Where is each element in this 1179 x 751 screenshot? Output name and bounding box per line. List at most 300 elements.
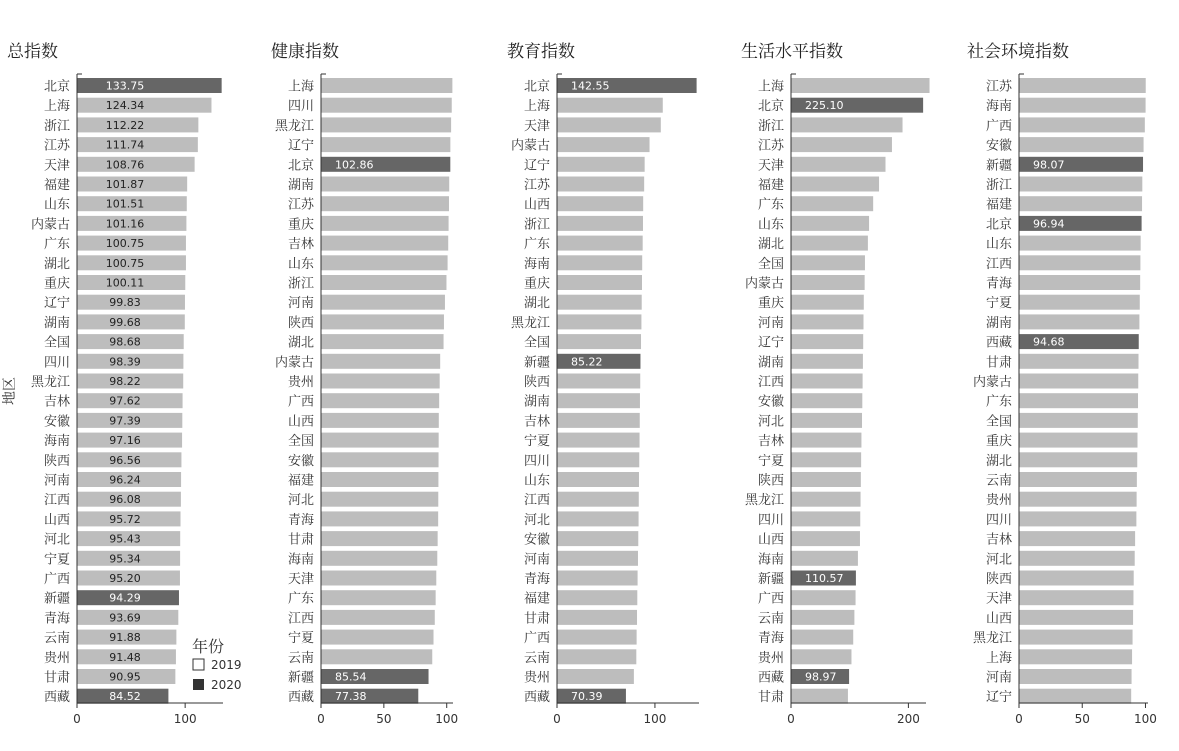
bar	[321, 137, 450, 152]
category-label: 甘肃	[287, 532, 314, 548]
bar	[791, 314, 863, 329]
bar	[321, 433, 439, 448]
category-label: 湖南	[287, 178, 314, 193]
category-label: 湖南	[523, 394, 550, 410]
category-label: 黑龙江	[972, 631, 1012, 647]
data-label: 70.39	[571, 690, 603, 704]
panel-title: 总指数	[7, 42, 58, 62]
category-label: 湖北	[757, 237, 784, 253]
category-label: 山东	[287, 256, 314, 272]
category-label: 安徽	[43, 414, 70, 430]
bar	[557, 216, 643, 231]
x-tick-label: 0	[73, 712, 81, 726]
panel-title: 生活水平指数	[741, 42, 843, 62]
data-label: 108.76	[105, 158, 145, 172]
bar	[557, 374, 640, 389]
category-label: 甘肃	[523, 611, 550, 627]
data-label: 96.56	[109, 453, 141, 467]
bar	[321, 551, 437, 566]
category-label: 江西	[523, 493, 550, 509]
category-label: 四川	[985, 512, 1012, 528]
category-label: 四川	[757, 512, 784, 528]
bar	[791, 157, 886, 172]
category-label: 辽宁	[43, 296, 70, 312]
legend-swatch-2020	[193, 679, 204, 690]
category-label: 福建	[985, 197, 1012, 213]
category-label: 江苏	[43, 138, 70, 154]
category-label: 上海	[287, 79, 314, 95]
bar	[791, 295, 864, 310]
category-label: 山东	[757, 217, 784, 233]
category-label: 全国	[287, 434, 314, 450]
category-label: 浙江	[523, 217, 550, 233]
category-label: 云南	[43, 631, 70, 647]
bar	[321, 413, 439, 428]
category-label: 天津	[43, 158, 70, 174]
data-label: 95.72	[109, 512, 141, 526]
bar	[557, 590, 637, 605]
bar	[321, 590, 436, 605]
x-tick-label: 100	[173, 712, 197, 726]
x-tick-label: 200	[896, 712, 920, 726]
bar	[557, 98, 663, 113]
category-label: 山西	[287, 414, 314, 430]
category-label: 贵州	[43, 650, 70, 666]
category-label: 西藏	[523, 690, 550, 706]
panel-title: 教育指数	[507, 42, 575, 62]
bar	[557, 295, 642, 310]
bar	[1019, 472, 1137, 487]
category-label: 青海	[757, 631, 784, 647]
category-label: 广东	[523, 237, 550, 253]
category-label: 黑龙江	[744, 493, 784, 509]
data-label: 98.07	[1033, 158, 1065, 172]
category-label: 安徽	[523, 532, 550, 548]
category-label: 北京	[757, 99, 784, 115]
category-label: 北京	[43, 79, 70, 95]
category-label: 重庆	[985, 434, 1012, 450]
category-label: 四川	[523, 453, 550, 469]
category-label: 广西	[985, 118, 1012, 134]
bar	[321, 531, 438, 546]
bar	[557, 334, 641, 349]
category-label: 四川	[287, 99, 314, 115]
category-label: 山西	[523, 197, 550, 213]
bar	[1019, 649, 1132, 664]
category-label: 江苏	[523, 178, 550, 193]
bar	[791, 78, 930, 93]
bar	[557, 236, 643, 251]
category-label: 广西	[757, 591, 784, 607]
category-label: 内蒙古	[972, 375, 1012, 390]
category-label: 四川	[43, 355, 70, 371]
category-label: 陕西	[757, 473, 784, 489]
category-label: 广东	[43, 237, 70, 253]
bar	[791, 551, 858, 566]
category-label: 山东	[43, 197, 70, 213]
category-label: 新疆	[523, 355, 550, 371]
bar	[557, 571, 638, 586]
category-label: 湖南	[43, 315, 70, 331]
data-label: 102.86	[335, 158, 374, 172]
category-label: 全国	[757, 256, 784, 272]
category-label: 河北	[757, 414, 784, 430]
category-label: 河南	[985, 670, 1012, 686]
category-label: 江西	[287, 611, 314, 627]
bar	[321, 236, 448, 251]
category-label: 山西	[43, 512, 70, 528]
category-label: 黑龙江	[30, 375, 70, 390]
category-label: 宁夏	[757, 453, 784, 469]
data-label: 225.10	[805, 99, 844, 113]
category-label: 海南	[287, 552, 314, 568]
category-label: 河北	[985, 552, 1012, 568]
bar	[791, 117, 903, 132]
category-label: 贵州	[985, 493, 1012, 509]
category-label: 辽宁	[757, 335, 784, 351]
bar	[791, 275, 865, 290]
bar	[321, 334, 444, 349]
bar	[791, 590, 856, 605]
bar	[791, 452, 861, 467]
category-label: 河南	[287, 296, 314, 312]
bar	[791, 255, 865, 270]
x-tick-label: 100	[1134, 712, 1157, 726]
panel-2	[271, 42, 458, 726]
y-axis-title: 地区	[2, 377, 18, 405]
category-label: 浙江	[43, 118, 70, 134]
bar	[1019, 78, 1146, 93]
category-label: 天津	[985, 591, 1012, 607]
category-label: 吉林	[287, 237, 314, 253]
data-label: 112.22	[105, 118, 145, 132]
category-label: 吉林	[985, 532, 1012, 548]
category-label: 安徽	[757, 394, 784, 410]
panel-1	[7, 42, 223, 726]
category-label: 北京	[287, 158, 314, 174]
legend-swatch-2019	[193, 659, 204, 670]
legend-label-2019: 2019	[211, 658, 242, 672]
panel-4	[741, 42, 930, 726]
panel-3	[507, 42, 699, 726]
x-tick-label: 100	[643, 712, 667, 726]
data-label: 100.75	[105, 237, 145, 251]
bar	[791, 236, 868, 251]
category-label: 福建	[757, 178, 784, 193]
bar	[557, 177, 644, 192]
category-label: 贵州	[523, 670, 550, 686]
bar	[791, 374, 863, 389]
category-label: 贵州	[287, 375, 314, 390]
category-label: 黑龙江	[510, 315, 550, 331]
category-label: 辽宁	[287, 138, 314, 154]
bar	[557, 314, 641, 329]
bar	[1019, 630, 1133, 645]
bar	[1019, 374, 1138, 389]
category-label: 天津	[757, 158, 784, 174]
bar	[557, 531, 638, 546]
panel-title: 社会环境指数	[967, 42, 1069, 62]
bar	[1019, 590, 1133, 605]
data-label: 90.95	[109, 670, 141, 684]
bar	[321, 393, 439, 408]
category-label: 山西	[757, 532, 784, 548]
category-label: 辽宁	[523, 158, 550, 174]
bar	[1019, 610, 1133, 625]
data-label: 94.68	[1033, 335, 1065, 349]
category-label: 重庆	[43, 276, 70, 292]
data-label: 110.57	[805, 572, 844, 585]
category-label: 陕西	[43, 453, 70, 469]
category-label: 吉林	[523, 414, 550, 430]
x-tick-label: 0	[787, 712, 795, 726]
category-label: 上海	[43, 99, 70, 115]
bar	[1019, 314, 1139, 329]
category-label: 甘肃	[757, 690, 784, 706]
bar	[557, 393, 640, 408]
category-label: 宁夏	[287, 631, 314, 647]
category-label: 重庆	[523, 276, 550, 292]
bar	[321, 295, 445, 310]
bar	[321, 275, 446, 290]
data-label: 91.88	[109, 631, 141, 645]
category-label: 西藏	[287, 690, 314, 706]
bar	[1019, 117, 1145, 132]
x-tick-label: 0	[1015, 712, 1023, 726]
category-label: 河南	[757, 315, 784, 331]
x-tick-label: 50	[1074, 712, 1090, 726]
category-label: 青海	[43, 611, 70, 627]
bar	[557, 413, 640, 428]
category-label: 天津	[523, 118, 550, 134]
category-label: 甘肃	[985, 355, 1012, 371]
bar	[791, 413, 862, 428]
bar	[321, 571, 436, 586]
category-label: 云南	[985, 473, 1012, 489]
bar	[791, 393, 862, 408]
category-label: 海南	[43, 434, 70, 450]
bar	[321, 374, 440, 389]
data-label: 94.29	[109, 591, 141, 605]
category-label: 内蒙古	[274, 355, 314, 371]
data-label: 96.08	[109, 493, 141, 507]
bar	[1019, 492, 1137, 507]
data-label: 142.55	[571, 79, 610, 93]
category-label: 江西	[757, 375, 784, 390]
category-label: 海南	[757, 552, 784, 568]
bar	[557, 452, 639, 467]
bar	[321, 78, 452, 93]
category-label: 云南	[523, 650, 550, 666]
bar	[1019, 669, 1132, 684]
category-label: 全国	[523, 335, 550, 351]
category-label: 西藏	[985, 335, 1012, 351]
bar	[321, 216, 449, 231]
category-label: 全国	[43, 335, 70, 351]
category-label: 江西	[43, 493, 70, 509]
data-label: 101.16	[105, 217, 145, 231]
bar	[791, 610, 854, 625]
bar	[557, 137, 650, 152]
bar	[791, 433, 861, 448]
category-label: 湖南	[757, 355, 784, 371]
bar	[557, 630, 637, 645]
category-label: 广西	[523, 631, 550, 647]
category-label: 新疆	[985, 158, 1012, 174]
bar	[557, 551, 638, 566]
category-label: 天津	[287, 572, 314, 587]
category-label: 湖北	[287, 335, 314, 351]
category-label: 海南	[985, 99, 1012, 115]
bar	[791, 216, 869, 231]
data-label: 96.94	[1033, 217, 1065, 231]
bar	[1019, 571, 1134, 586]
category-label: 湖南	[985, 315, 1012, 331]
category-label: 广东	[757, 197, 784, 213]
bar	[557, 196, 643, 211]
bar	[791, 177, 879, 192]
bar	[321, 196, 449, 211]
bar	[791, 511, 860, 526]
data-label: 97.16	[109, 434, 141, 448]
bar	[1019, 452, 1137, 467]
x-tick-label: 0	[317, 712, 325, 726]
data-label: 93.69	[109, 611, 141, 625]
category-label: 西藏	[43, 690, 70, 706]
category-label: 黑龙江	[274, 118, 314, 134]
bar	[1019, 511, 1136, 526]
category-label: 浙江	[757, 118, 784, 134]
data-label: 97.39	[109, 414, 141, 428]
data-label: 100.11	[105, 276, 145, 290]
bar	[321, 117, 451, 132]
x-tick-label: 100	[435, 712, 459, 726]
category-label: 陕西	[287, 315, 314, 331]
category-label: 安徽	[287, 453, 314, 469]
bar	[791, 137, 892, 152]
bar	[791, 531, 860, 546]
category-label: 新疆	[43, 591, 70, 607]
data-label: 84.52	[109, 690, 141, 704]
bar	[1019, 177, 1142, 192]
bar	[557, 433, 640, 448]
category-label: 重庆	[757, 296, 784, 312]
category-label: 福建	[43, 178, 70, 193]
bar	[557, 255, 642, 270]
category-label: 山东	[985, 237, 1012, 253]
category-label: 广西	[43, 572, 70, 587]
category-label: 陕西	[985, 572, 1012, 587]
bar	[1019, 413, 1138, 428]
bar	[557, 610, 637, 625]
bar	[557, 275, 642, 290]
bar	[557, 511, 639, 526]
data-label: 96.24	[109, 473, 141, 487]
category-label: 上海	[757, 79, 784, 95]
x-tick-label: 50	[376, 712, 392, 726]
category-label: 河北	[287, 493, 314, 509]
bar	[321, 630, 434, 645]
bar	[1019, 531, 1135, 546]
data-label: 98.39	[109, 355, 141, 369]
bar	[557, 472, 639, 487]
category-label: 西藏	[757, 670, 784, 686]
panel-5	[967, 42, 1157, 726]
category-label: 广西	[287, 394, 314, 410]
bar	[1019, 354, 1139, 369]
category-label: 北京	[523, 79, 550, 95]
category-label: 全国	[985, 414, 1012, 430]
category-label: 内蒙古	[30, 217, 70, 233]
bar	[557, 492, 639, 507]
data-label: 99.68	[109, 315, 141, 329]
category-label: 北京	[985, 217, 1012, 233]
data-label: 77.38	[335, 690, 367, 704]
data-label: 97.62	[109, 394, 141, 408]
bar	[1019, 255, 1140, 270]
category-label: 辽宁	[985, 690, 1012, 706]
bar	[321, 314, 444, 329]
bar	[321, 472, 438, 487]
category-label: 广东	[985, 394, 1012, 410]
category-label: 福建	[287, 473, 314, 489]
category-label: 青海	[287, 512, 314, 528]
category-label: 湖北	[43, 256, 70, 272]
bar	[791, 354, 863, 369]
bar	[791, 472, 861, 487]
category-label: 吉林	[43, 394, 70, 410]
panel-title: 健康指数	[271, 42, 339, 62]
bar	[321, 492, 438, 507]
data-label: 98.97	[805, 670, 837, 684]
legend	[192, 637, 242, 692]
category-label: 河北	[43, 532, 70, 548]
bar	[791, 649, 851, 664]
bar	[1019, 393, 1138, 408]
category-label: 河北	[523, 512, 550, 528]
category-label: 内蒙古	[744, 276, 784, 292]
bar	[791, 689, 848, 704]
bar	[1019, 137, 1144, 152]
category-label: 湖北	[985, 453, 1012, 469]
data-label: 85.22	[571, 355, 603, 369]
category-label: 山东	[523, 473, 550, 489]
data-label: 133.75	[105, 79, 145, 93]
bar	[1019, 433, 1138, 448]
bar	[557, 669, 634, 684]
bar	[1019, 551, 1135, 566]
category-label: 宁夏	[985, 296, 1012, 312]
category-label: 浙江	[985, 178, 1012, 193]
category-label: 江西	[985, 256, 1012, 272]
data-label: 98.22	[109, 375, 141, 388]
category-label: 上海	[985, 650, 1012, 666]
bar	[1019, 196, 1142, 211]
data-label: 95.34	[109, 552, 141, 566]
bar	[791, 492, 861, 507]
bar	[321, 177, 449, 192]
bar	[1019, 236, 1141, 251]
category-label: 海南	[523, 256, 550, 272]
bar	[321, 98, 452, 113]
data-label: 95.20	[109, 572, 141, 585]
category-label: 福建	[523, 591, 550, 607]
bar	[791, 630, 853, 645]
data-label: 95.43	[109, 532, 141, 546]
category-label: 陕西	[523, 375, 550, 390]
category-label: 河南	[523, 552, 550, 568]
category-label: 新疆	[287, 670, 314, 686]
